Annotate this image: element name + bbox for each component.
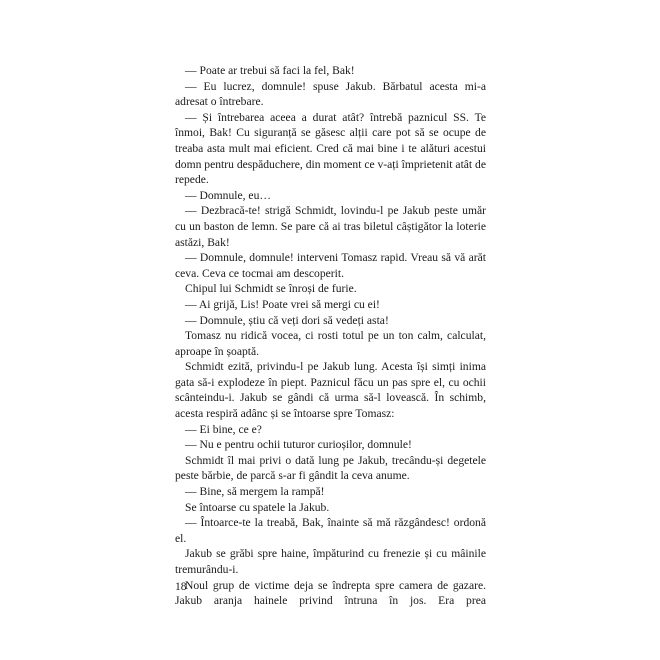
paragraph: — Domnule, eu… <box>185 188 271 202</box>
paragraph: — Eu lucrez, domnule! spuse Jakub. Bărbatul acesta mi-a adresat o întrebare. <box>175 79 486 109</box>
paragraph: — Dezbracă-te! strigă Schmidt, lovindu-l pe Jakub peste umăr cu un baston de lemn. Se pare că ai tras biletul câștigător la loterie astăzi, Bak! <box>175 204 486 249</box>
page-text-block <box>175 63 486 609</box>
paragraph: — Domnule, domnule! interveni Tomasz rapid. Vreau să vă arăt ceva. Ceva ce tocmai am descoperit. <box>175 251 486 280</box>
paragraph: — Întoarce-te la treabă, Bak, înainte să mă răzgândesc! ordonă el. <box>175 516 486 545</box>
paragraph: — Nu e pentru ochii tuturor curioșilor, domnule! <box>185 438 412 452</box>
page-number: 18 <box>175 580 187 593</box>
paragraph: — Poate ar trebui să faci la fel, Bak! <box>185 64 355 77</box>
paragraph: Jakub se grăbi spre haine, împăturind cu frenezie și cu mâinile tremurându-i. <box>175 547 486 576</box>
paragraph: Schmidt ezită, privindu-l pe Jakub lung. Acesta își simți inima gata să-i explodeze în piept. Paznicul făcu un pas spre el, cu ochii scânteindu-i. Jakub se gândi că urma să-l lovească. În schimb, acesta respiră adânc și se întoarse spre Tomasz: <box>175 360 486 421</box>
paragraph: Chipul lui Schmidt se înroși de furie. <box>185 282 357 296</box>
paragraph: — Ai grijă, Lis! Poate vrei să mergi cu ei! <box>185 297 380 311</box>
paragraph: — Bine, să mergem la rampă! <box>185 485 325 499</box>
paragraph: — Domnule, știu că veți dori să vedeți asta! <box>185 313 389 327</box>
paragraph: Noul grup de victime deja se îndrepta spre camera de gazare. Jakub aranja hainele privind întruna în jos. Era prea <box>175 578 486 608</box>
paragraph: — Ei bine, ce e? <box>185 422 262 436</box>
paragraph: Se întoarse cu spatele la Jakub. <box>185 500 330 514</box>
paragraph: — Și întrebarea aceea a durat atât? întrebă paznicul SS. Te înmoi, Bak! Cu siguranță se găsesc alții care pot să se ocupe de treaba asta mult mai eficient. Cred că mai bine i te alături acestui domn pentru despăduchere, din moment ce v-ați împrietenit atât de repede. <box>175 110 486 187</box>
paragraph: Schmidt îl mai privi o dată lung pe Jakub, trecându-și degetele peste bărbie, de parcă s-ar fi gândit la ceva anume. <box>175 453 486 483</box>
paragraph: Tomasz nu ridică vocea, ci rosti totul pe un ton calm, calculat, aproape în șoaptă. <box>175 329 486 358</box>
